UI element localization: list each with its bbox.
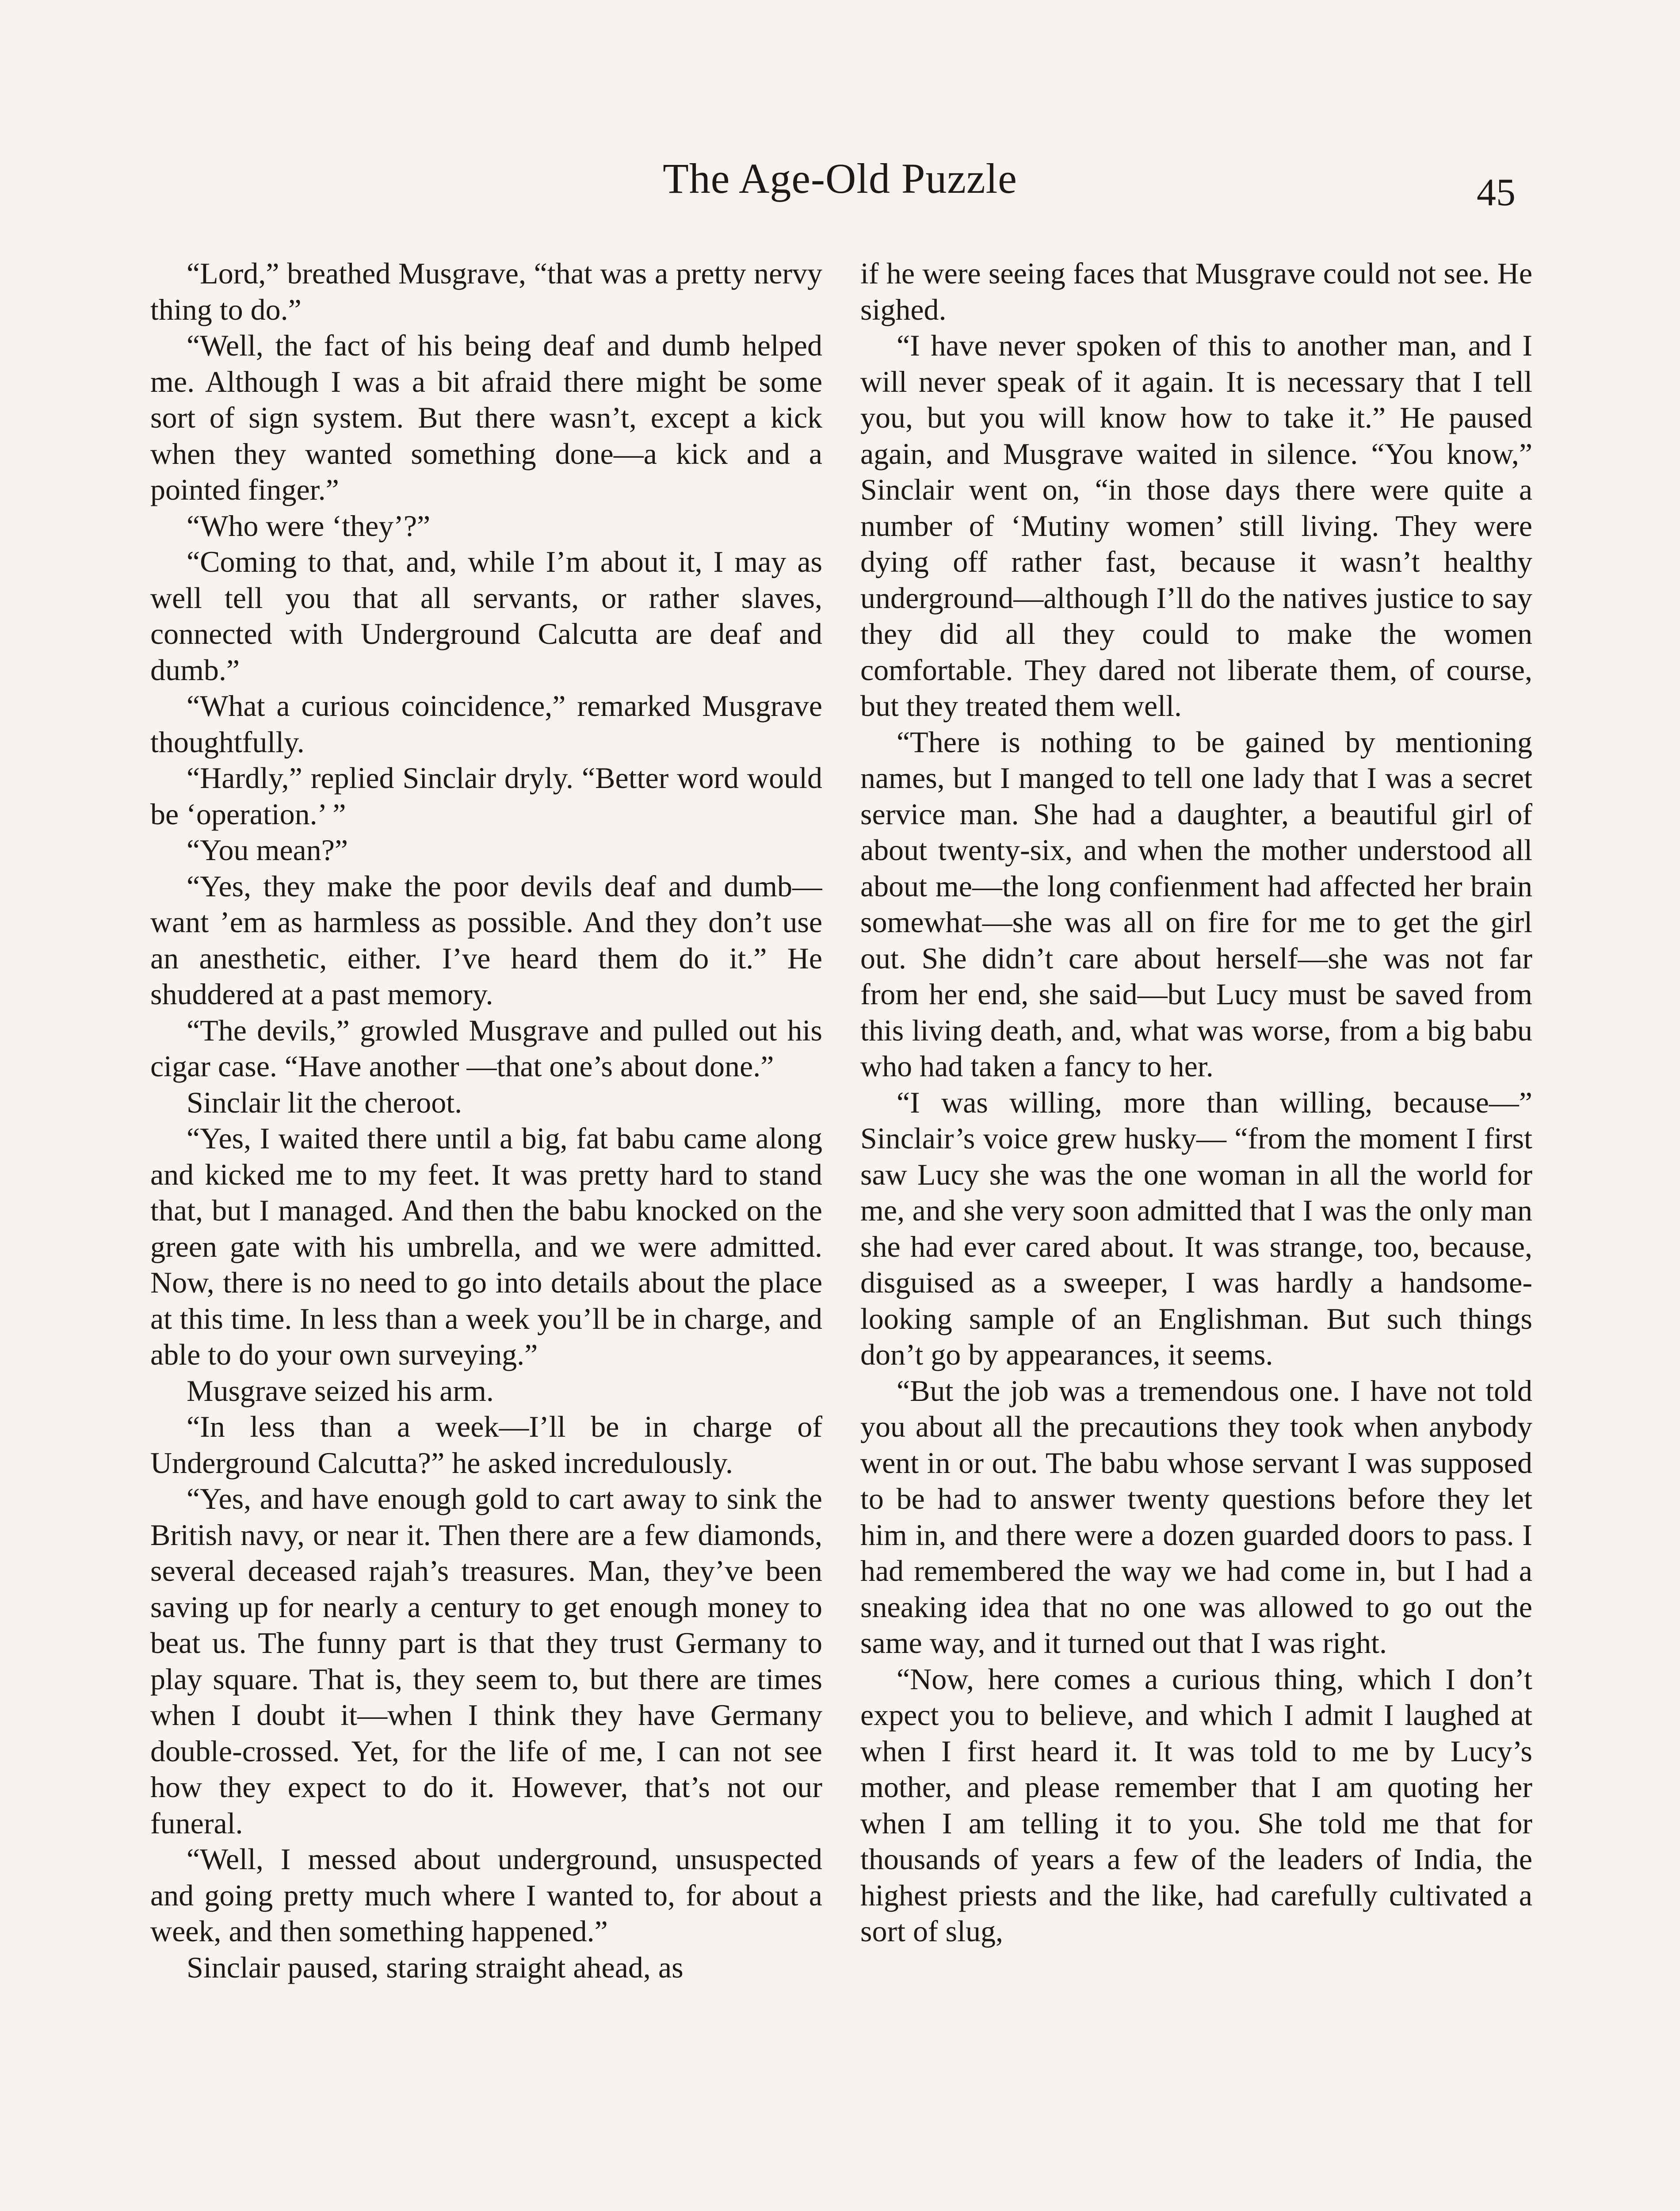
paragraph: if he were seeing faces that Musgrave could not see. He sighed.: [860, 256, 1532, 326]
paragraph: “Yes, I waited there until a big, fat babu came along and kicked me to my feet. It was pretty hard to stand that, but I managed. And then the babu knocked on the green gate with his umbrella, and we were admitted. Now, there is no need to go into details about the place at this time. In less than a week you’ll be in charge, and able to do your own surveying.”: [150, 1121, 822, 1371]
paragraph: “Yes, they make the poor devils deaf and dumb—want ’em as harmless as possible. And they don’t use an anesthetic, either. I’ve heard them do it.” He shuddered at a past memory.: [150, 869, 822, 1011]
paragraph: “Yes, and have enough gold to cart away to sink the British navy, or near it. Then there are a few diamonds, several deceased rajah’s treasures. Man, they’ve been saving up for nearly a century to get enough money to beat us. The funny part is that they trust Germany to play square. That is, they seem to, but there are times when I doubt it—when I think they have Germany double-crossed. Yet, for the life of me, I can not see how they expect to do it. However, that’s not our funeral.: [150, 1482, 822, 1840]
paragraph: “In less than a week—I’ll be in charge of Underground Calcutta?” he asked incredulously.: [150, 1410, 822, 1480]
paragraph: Sinclair paused, staring straight ahead, as: [187, 1950, 683, 1984]
paragraph: “Who were ‘they’?”: [187, 509, 431, 543]
text-column-right: [860, 256, 1532, 2211]
paragraph: “Now, here comes a curious thing, which I don’t expect you to believe, and which I admit I laughed at when I first heard it. It was told to me by Lucy’s mother, and please remember that I am quoting her when I am telling it to you. She told me that for thousands of years a few of the leaders of India, the highest priests and the like, had carefully cultivated a sort of slug,: [860, 1662, 1532, 1948]
paragraph: “Hardly,” replied Sinclair dryly. “Better word would be ‘operation.’ ”: [150, 761, 822, 831]
paragraph: “What a curious coincidence,” remarked Musgrave thoughtfully.: [150, 689, 822, 759]
paragraph: “But the job was a tremendous one. I have not told you about all the precautions they took when anybody went in or out. The babu whose servant I was supposed to be had to answer twenty questions before they let him in, and there were a dozen guarded doors to pass. I had remembered the way we had come in, but I had a sneaking idea that no one was allowed to go out the same way, and it turned out that I was right.: [860, 1373, 1532, 1660]
text-column-left: [150, 256, 822, 2211]
paragraph: “Coming to that, and, while I’m about it, I may as well tell you that all servants, or rather slaves, connected with Underground Calcutta are deaf and dumb.”: [150, 545, 822, 687]
paragraph: “I have never spoken of this to another man, and I will never speak of it again. It is necessary that I tell you, but you will know how to take it.” He paused again, and Musgrave waited in silence. “You know,” Sinclair went on, “in those days there were quite a number of ‘Mutiny women’ still living. They were dying off rather fast, because it wasn’t healthy underground—although I’ll do the natives justice to say they did all they could to make the women comfortable. They dared not liberate them, of course, but they treated them well.: [860, 329, 1532, 723]
paragraph: Musgrave seized his arm.: [187, 1373, 494, 1408]
paragraph: “Well, I messed about underground, unsuspected and going pretty much where I wanted to, for about a week, and then something happened.”: [150, 1842, 822, 1948]
page-number: 45: [1477, 171, 1516, 214]
paragraph: “I was willing, more than willing, because—” Sinclair’s voice grew husky— “from the moment I first saw Lucy she was the one woman in all the world for me, and she very soon admitted that I was the only man she had ever cared about. It was strange, too, because, disguised as a sweeper, I was hardly a handsome-looking sample of an Englishman. But such things don’t go by appearances, it seems.: [860, 1085, 1532, 1371]
running-title: The Age-Old Puzzle: [663, 155, 1017, 202]
paragraph: “The devils,” growled Musgrave and pulled out his cigar case. “Have another —that one’s about done.”: [150, 1013, 822, 1083]
paragraph: Sinclair lit the cheroot.: [187, 1085, 462, 1119]
paragraph: “Well, the fact of his being deaf and dumb helped me. Although I was a bit afraid there might be some sort of sign system. But there wasn’t, except a kick when they wanted something done—a kick and a pointed finger.”: [150, 329, 822, 506]
paragraph: “You mean?”: [187, 833, 348, 867]
paragraph: “Lord,” breathed Musgrave, “that was a pretty nervy thing to do.”: [150, 256, 822, 326]
paragraph: “There is nothing to be gained by mentioning names, but I manged to tell one lady that I was a secret service man. She had a daughter, a beautiful girl of about twenty-six, and when the mother understood all about me—the long confienment had affected her brain somewhat—she was all on fire for me to get the girl out. She didn’t care about herself—she was not far from her end, she said—but Lucy must be saved from this living death, and, what was worse, from a big babu who had taken a fancy to her.: [860, 725, 1532, 1083]
